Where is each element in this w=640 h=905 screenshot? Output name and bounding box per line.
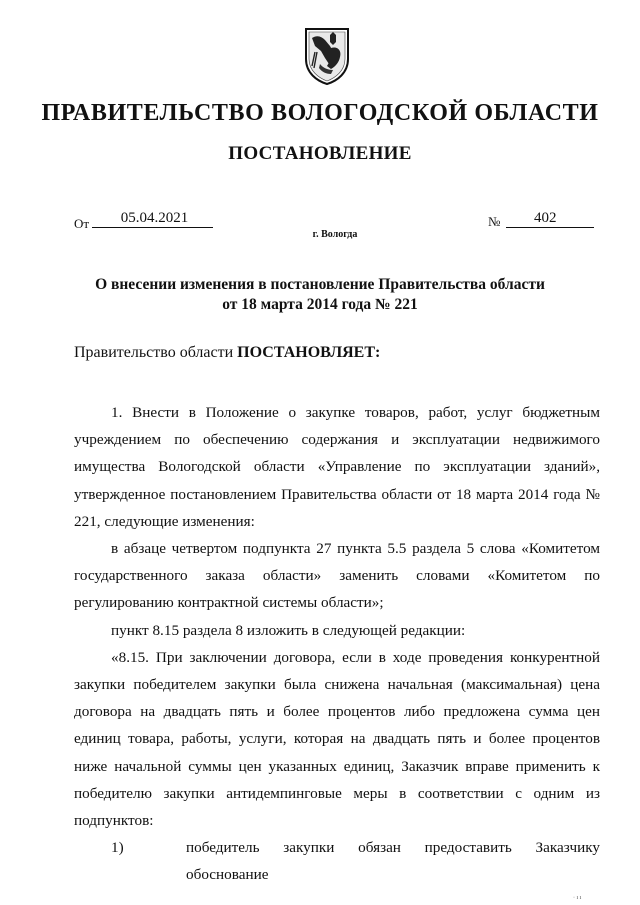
document-type-heading: ПОСТАНОВЛЕНИЕ [228, 143, 412, 164]
vologda-coat-of-arms-icon [303, 26, 351, 86]
preamble-text: Правительство области [74, 344, 238, 361]
document-number: 402 [534, 210, 557, 226]
page-footer-mark: · ı ı [573, 895, 582, 901]
date-prefix-label: От [74, 216, 90, 231]
subject-line-1: О внесении изменения в постановление Правительства области [95, 276, 545, 293]
list-item-marker: 1) [111, 839, 124, 857]
document-date: 05.04.2021 [92, 209, 213, 228]
subject-line-2: от 18 марта 2014 года № 221 [222, 296, 418, 313]
document-subject [0, 275, 640, 315]
paragraph-2: в абзаце четвертом подпункта 27 пункта 5.5 раздела 5 слова «Комитетом государственного заказа области» заменить словами «Комитетом по регулированию контрактной системы области»; [74, 540, 600, 612]
organization-title: ПРАВИТЕЛЬСТВО ВОЛОГОДСКОЙ ОБЛАСТИ [41, 100, 599, 126]
paragraph-3: пункт 8.15 раздела 8 изложить в следующей редакции: [111, 621, 466, 639]
list-item-text: победитель закупки обязан предоставить Заказчику обоснование [186, 839, 600, 884]
list-item-1 [74, 834, 600, 888]
city-label: г. Вологда [312, 229, 358, 240]
preamble [74, 344, 380, 362]
preamble-resolves: ПОСТАНОВЛЯЕТ: [237, 344, 381, 361]
paragraph-1: 1. Внести в Положение о закупке товаров, работ, услуг бюджетным учреждением по обеспечению содержания и эксплуатации недвижимого имущества Вологодской области «Управление по эксплуатации зданий», утвержденное постановлением Правительства области от 18 марта 2014 года № 221, следующие изменения: [74, 404, 600, 530]
number-sign-label: № [488, 214, 501, 229]
document-number-field [506, 209, 594, 228]
paragraph-4: «8.15. При заключении договора, если в ходе проведения конкурентной закупки победителем закупки была снижена начальная (максимальная) цена договора на двадцать пять и более процентов либо предложена сумма цен единиц товара, работы, услуги, которая на двадцать пять и более процентов ниже начальной суммы цен указанных единиц, Заказчик вправе применить к победителю закупки антидемпинговые меры в соответствии с одним из подпунктов: [74, 648, 600, 830]
document-body [74, 399, 600, 889]
